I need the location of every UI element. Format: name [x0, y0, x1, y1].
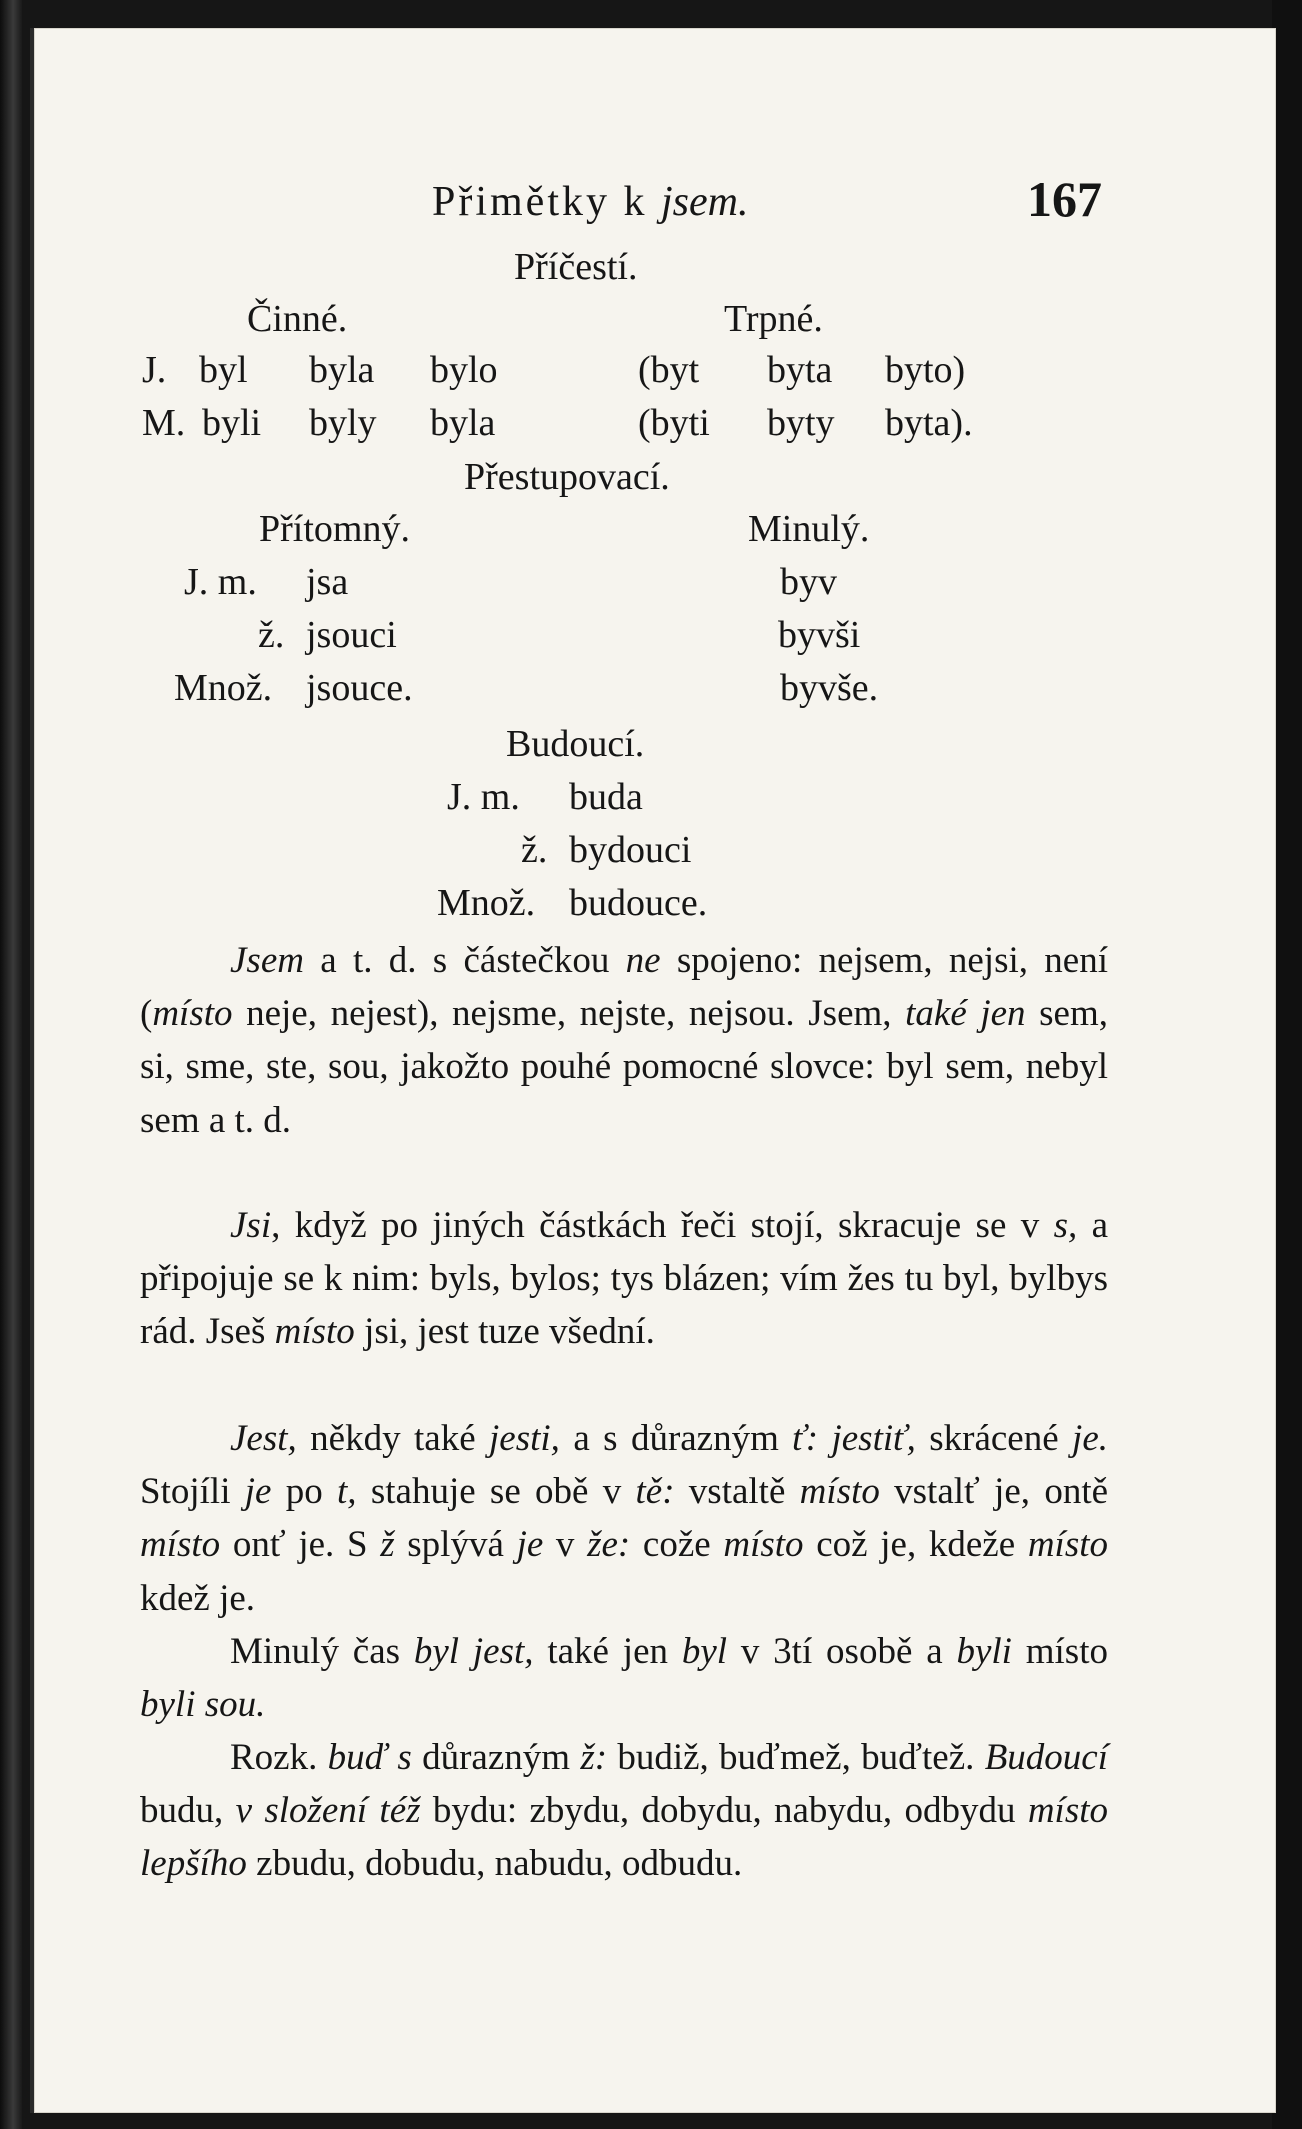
- row-m-label: M.: [142, 402, 186, 444]
- minuly-form-jm: byv: [780, 561, 837, 603]
- page-number: 167: [1027, 171, 1102, 227]
- running-header: Přimětky k jsem.: [432, 179, 749, 225]
- m-cinne-f: byly: [309, 402, 377, 444]
- heading-prestupovaci: Přestupovací.: [464, 456, 670, 498]
- heading-budouci: Budoucí.: [506, 723, 645, 765]
- heading-pricesti: Příčestí.: [514, 246, 638, 288]
- book-spine: [1272, 0, 1302, 2129]
- paragraph-minuly-cas: Minulý čas byl jest, také jen byl v 3tí osobě a byli místo byli sou.: [140, 1631, 1108, 1726]
- paragraph-rozkazovaci: Rozk. buď s důrazným ž: budiž, buďmež, buďtež. Budoucí budu, v složení též bydu: zbydu, dobydu, nabydu, odbydu místo lepšího zbudu, dobudu, nabudu, odbudu.: [140, 1737, 1109, 1885]
- m-trpne-f: byty: [767, 402, 835, 444]
- j-trpne-m: (byt: [638, 349, 700, 391]
- j-cinne-n: bylo: [430, 349, 498, 391]
- m-trpne-m: (byti: [638, 402, 710, 444]
- book-page: [30, 28, 1276, 2113]
- m-trpne-n: byta).: [885, 402, 973, 444]
- book-gutter: [0, 0, 22, 2129]
- heading-minuly: Minulý.: [748, 508, 870, 550]
- budouci-form-jm: buda: [569, 776, 643, 818]
- j-cinne-m: byl: [199, 349, 248, 391]
- pritomny-form-z: jsouci: [306, 614, 397, 656]
- pritomny-label-jm: J. m.: [184, 561, 257, 603]
- heading-trpne: Trpné.: [724, 298, 823, 340]
- pritomny-label-z: ž.: [258, 614, 285, 656]
- budouci-form-z: bydouci: [569, 829, 692, 871]
- row-j-label: J.: [142, 349, 167, 391]
- budouci-label-jm: J. m.: [447, 776, 520, 818]
- m-cinne-n: byla: [430, 402, 496, 444]
- j-cinne-f: byla: [309, 349, 375, 391]
- minuly-form-mnoz: byvše.: [780, 667, 879, 709]
- minuly-form-z: byvši: [778, 614, 861, 656]
- paragraph-jsi: Jsi, když po jiných částkách řeči stojí, skracuje se v s, a připojuje se k nim: byls, bylos; tys blázen; vím žes tu byl, bylbys rád. Jseš místo jsi, jest tuze všední.: [140, 1205, 1108, 1353]
- heading-pritomny: Přítomný.: [259, 508, 410, 550]
- budouci-label-mnoz: Množ.: [437, 882, 536, 924]
- paragraph-jsem: Jsem a t. d. s částečkou ne spojeno: nejsem, nejsi, není (místo neje, nejest), nejsme, nejste, nejsou. Jsem, také jen sem, si, sme, ste, sou, jakožto pouhé pomocné slovce: byl sem, nebyl sem a t. d.: [140, 940, 1108, 1141]
- j-trpne-n: byto): [885, 349, 966, 391]
- m-cinne-m: byli: [202, 402, 262, 444]
- paragraph-jest: Jest, někdy také jesti, a s důrazným ť: jestiť, skrácené je. Stojíli je po t, stahuje se obě v tě: vstaltě místo vstalť je, ontě místo onť je. S ž splývá je v že: cože místo což je, kdeže místo kdež je.: [140, 1418, 1109, 1619]
- budouci-form-mnoz: budouce.: [569, 882, 708, 924]
- pritomny-label-mnoz: Množ.: [174, 667, 273, 709]
- pritomny-form-jm: jsa: [306, 561, 349, 603]
- budouci-label-z: ž.: [521, 829, 548, 871]
- j-trpne-f: byta: [767, 349, 833, 391]
- heading-cinne: Činné.: [247, 298, 348, 340]
- pritomny-form-mnoz: jsouce.: [306, 667, 413, 709]
